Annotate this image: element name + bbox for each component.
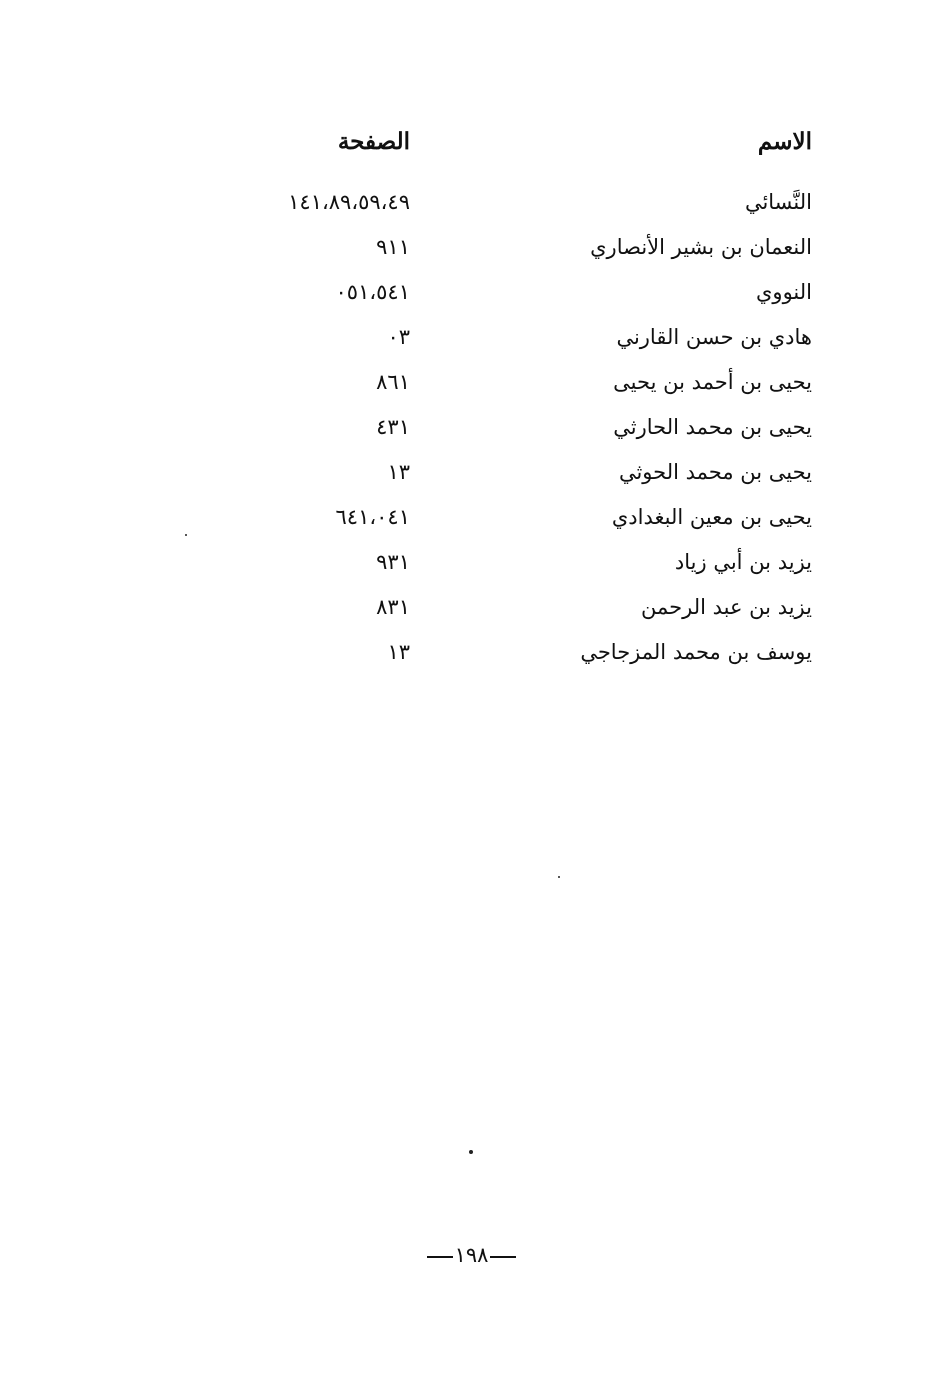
index-entry-row (230, 365, 820, 410)
entry-pages (230, 455, 410, 489)
page-number-text: ١٩٨ (454, 1243, 489, 1267)
index-entry-row (230, 410, 820, 455)
entry-pages-text: ١٤٠،١٤٦ (335, 505, 410, 529)
index-entry-row (230, 230, 820, 275)
entry-pages (230, 275, 410, 309)
page-column-header (230, 125, 410, 159)
page-number (0, 1238, 943, 1272)
entry-pages (230, 590, 410, 624)
left-dash (427, 1256, 453, 1258)
entry-name: يحيى بن أحمد بن يحيى (613, 370, 812, 394)
entry-pages-text: ٩٤،٩٥،٩٨،١٤١ (288, 190, 410, 214)
entry-pages (230, 365, 410, 399)
entry-pages-text: ٣٠ (387, 325, 410, 349)
index-entry-row (230, 455, 820, 500)
entry-name: يزيد بن أبي زياد (674, 550, 812, 574)
index-entry-row (230, 590, 820, 635)
entry-pages (230, 500, 410, 534)
entry-pages (230, 185, 410, 219)
name-index-table (230, 125, 820, 680)
entry-pages-text: ١٤٥،١٥٠ (335, 280, 410, 304)
entry-pages-text: ١٦٨ (376, 370, 410, 394)
index-entry-row (230, 635, 820, 680)
entry-pages (230, 230, 410, 264)
entry-name: هادي بن حسن القارني (616, 325, 812, 349)
ink-speck (469, 1150, 473, 1154)
index-entry-row (230, 185, 820, 230)
index-entry-row (230, 320, 820, 365)
entry-name: يحيى بن محمد الحارثي (613, 415, 812, 439)
right-dash (490, 1256, 516, 1258)
entry-name: يوسف بن محمد المزجاجي (580, 640, 812, 664)
entry-pages (230, 320, 410, 354)
entry-name: النووي (756, 280, 812, 304)
entry-pages-text: ١٣٩ (376, 550, 410, 574)
ink-speck (185, 534, 187, 536)
entry-pages-text: ٣١ (387, 460, 410, 484)
entry-pages (230, 545, 410, 579)
name-column-header: الاسم (757, 128, 812, 155)
index-entry-row (230, 500, 820, 545)
entry-name: يحيى بن محمد الحوثي (618, 460, 812, 484)
entry-pages-text: ١٣٨ (376, 595, 410, 619)
entry-pages-text: ٣١ (387, 640, 410, 664)
entry-name: النعمان بن بشير الأنصاري (590, 235, 812, 259)
entry-name: يزيد بن عبد الرحمن (641, 595, 812, 619)
entry-name: النَّسائي (744, 190, 812, 214)
ink-speck (558, 876, 560, 878)
entry-name: يحيى بن معين البغدادي (611, 505, 812, 529)
index-header-row (230, 125, 820, 177)
page-column-header-text: الصفحة (337, 128, 410, 155)
index-entry-row (230, 545, 820, 590)
entry-pages (230, 410, 410, 444)
index-entry-row (230, 275, 820, 320)
entry-pages-text: ١٣٤ (376, 415, 410, 439)
entry-pages (230, 635, 410, 669)
entry-pages-text: ١١٩ (376, 235, 410, 259)
